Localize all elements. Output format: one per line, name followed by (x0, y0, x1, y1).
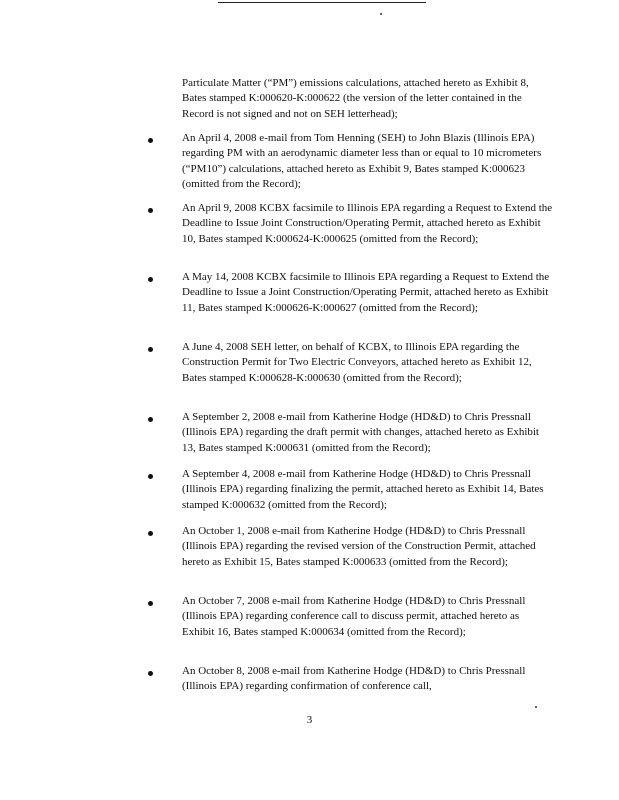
list-item: A June 4, 2008 SEH letter, on behalf of KCBX, to Illinois EPA regarding the Construction Permit for Two Electric Conveyors, attached hereto as Exhibit 12, Bates stamped K:000628-K:000630 (omitted from the Record); (182, 341, 532, 384)
bullet-icon (148, 474, 153, 479)
list-item: A September 2, 2008 e-mail from Katherine Hodge (HD&D) to Chris Pressnall (Illinois EPA) regarding the draft permit with changes, attached hereto as Exhibit 13, Bates stamped K:000631 (omitted from the Record); (182, 411, 539, 454)
page-number: 3 (306, 714, 313, 726)
list-item: An October 8, 2008 e-mail from Katherine Hodge (HD&D) to Chris Pressnall (Illinois EPA) regarding confirmation of conference call, (182, 665, 526, 693)
bullet-icon (148, 277, 153, 282)
list-item: An April 9, 2008 KCBX facsimile to Illinois EPA regarding a Request to Extend the Deadline to Issue Joint Construction/Operating Permit, attached hereto as Exhibit 10, Bates stamped K:000624-K:000625 (omitted from the Record); (182, 202, 553, 245)
list-item: A September 4, 2008 e-mail from Katherine Hodge (HD&D) to Chris Pressnall (Illinois EPA) regarding finalizing the permit, attached hereto as Exhibit 14, Bates stamped K:000632 (omitted from the Record); (182, 468, 544, 511)
scan-speck (380, 13, 382, 15)
list-item: An October 1, 2008 e-mail from Katherine Hodge (HD&D) to Chris Pressnall (Illinois EPA) regarding the revised version of the Construction Permit, attached hereto as Exhibit 15, Bates stamped K:000633 (omitted from the Record); (182, 525, 536, 568)
bullet-icon (148, 208, 153, 213)
list-item: A May 14, 2008 KCBX facsimile to Illinois EPA regarding a Request to Extend the Deadline to Issue a Joint Construction/Operating Permit, attached hereto as Exhibit 11, Bates stamped K:000626-K:000627 (omitted from the Record); (182, 271, 550, 314)
list-item: An April 4, 2008 e-mail from Tom Henning (SEH) to John Blazis (Illinois EPA) regarding PM with an aerodynamic diameter less than or equal to 10 micrometers (“PM10”) calculations, attached hereto as Exhibit 9, Bates stamped K:000623 (omitted from the Record); (182, 132, 542, 191)
bullet-icon (148, 138, 153, 143)
scan-speck (535, 706, 537, 708)
top-scan-line (218, 2, 426, 3)
bullet-icon (148, 417, 153, 422)
intro-paragraph: Particulate Matter (“PM”) emissions calculations, attached hereto as Exhibit 8, Bates stamped K:000620-K:000622 (the version of the letter contained in the Record is not signed and not on SEH letterhead); (182, 77, 529, 120)
bullet-icon (148, 531, 153, 536)
bullet-icon (148, 347, 153, 352)
bullet-icon (148, 601, 153, 606)
list-item: An October 7, 2008 e-mail from Katherine Hodge (HD&D) to Chris Pressnall (Illinois EPA) regarding conference call to discuss permit, attached hereto as Exhibit 16, Bates stamped K:000634 (omitted from the Record); (182, 595, 526, 638)
bullet-icon (148, 671, 153, 676)
